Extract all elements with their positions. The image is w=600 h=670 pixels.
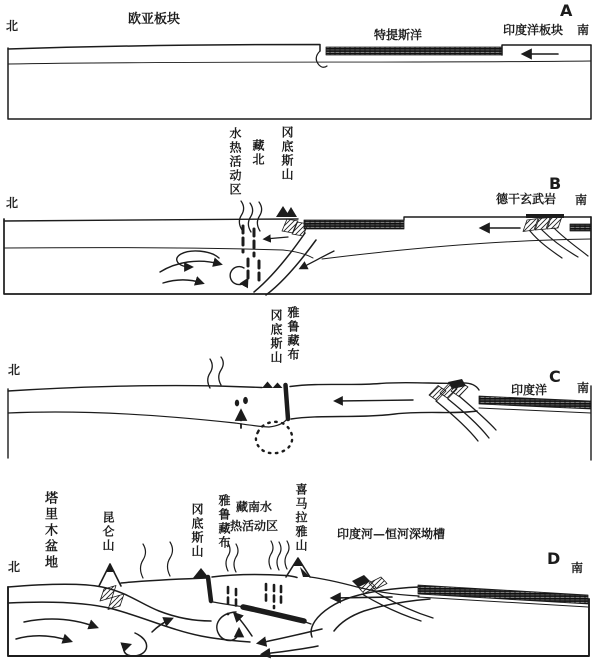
crust-base-north — [8, 412, 287, 427]
panel-d-south-label: 南 — [571, 561, 584, 575]
ocean-base-line — [479, 408, 591, 413]
mantle-convection-arrows — [160, 251, 247, 285]
panel-d-north-label: 北 — [8, 560, 21, 574]
moho-north — [4, 248, 313, 258]
ocean-strip-right — [570, 224, 591, 231]
thrust-sheets — [362, 591, 433, 621]
yarlung-zangbo-label: 雅鲁藏布 — [286, 306, 300, 362]
stage-d-label: D — [547, 549, 561, 568]
tethys-oceanic-crust — [304, 220, 404, 229]
indus-ganges-trough-label: 印度河—恒河深坳槽 — [337, 527, 446, 541]
panel-a-frame — [8, 45, 591, 119]
kunlun-mountains-label: 昆仑山 — [101, 511, 115, 553]
surface-north — [8, 386, 262, 391]
panel-d-drawing — [8, 541, 589, 656]
rising-magma-dashes — [228, 584, 281, 610]
subducting-slab — [254, 233, 316, 295]
deccan-basalt-label: 德干玄武岩 — [496, 192, 557, 206]
eurasian-plate-label: 欧亚板块 — [128, 12, 181, 27]
ophiolite-wedge — [429, 379, 468, 401]
tethys-ocean-label: 特提斯洋 — [374, 28, 423, 42]
plate-motion-arrow — [333, 597, 392, 598]
yarlung-zangbo-label: 雅鲁藏布 — [217, 494, 231, 550]
stage-c-label: C — [549, 367, 561, 386]
volcano-icon — [276, 206, 297, 217]
panel-b-south-label: 南 — [575, 193, 588, 207]
himalaya-mountains-label: 喜马拉雅山 — [294, 483, 308, 553]
oceanic-crust-strip — [479, 396, 591, 409]
stage-b-label: B — [549, 174, 562, 193]
volcano-icon — [262, 382, 283, 389]
gangdise-mountains-label: 冈底斯山 — [190, 503, 204, 559]
indian-ocean-label: 印度洋 — [511, 383, 548, 397]
steam-icon — [208, 357, 224, 388]
panel-b-north-label: 北 — [6, 196, 19, 210]
crust-base-line — [8, 61, 591, 64]
suture-line — [286, 385, 289, 419]
panel-c-north-label: 北 — [8, 363, 21, 377]
tarim-basin-label: 塔里木盆地 — [42, 491, 57, 571]
south-tibet-hydrothermal-label-line1: 藏南水 — [236, 500, 273, 514]
plateau-surface-north — [121, 578, 206, 583]
mantle-convection-arrows — [16, 612, 322, 656]
steam-icon — [141, 542, 173, 578]
deccan-basalt-flows — [523, 214, 588, 258]
eurasian-plate-surface — [8, 45, 320, 52]
plateau-surface-south — [212, 575, 297, 578]
panel-a-south-label: 南 — [577, 23, 590, 37]
panel-c-south-label: 南 — [577, 381, 590, 395]
panel-a-drawing — [8, 45, 591, 120]
gangdise-mountains-label: 冈底斯山 — [269, 309, 283, 365]
indian-ocean-plate-label: 印度洋板块 — [503, 23, 564, 37]
panel-a-north-label: 北 — [6, 19, 19, 33]
gangdise-mountains-label: 冈底斯山 — [280, 126, 294, 182]
plate-motion-arrow — [336, 400, 413, 401]
tethys-oceanic-crust — [326, 47, 502, 55]
oceanic-crust-strip — [418, 585, 588, 604]
steam-icon — [226, 541, 289, 572]
fold-hook — [316, 51, 327, 67]
stage-a-label: A — [560, 1, 573, 20]
panel-c-drawing — [8, 357, 591, 460]
hydrothermal-zone-label: 水热活动区 — [228, 127, 242, 197]
moho-south — [322, 239, 591, 259]
north-tibet-label: 藏北 — [251, 139, 265, 167]
indian-slab-base — [334, 599, 430, 631]
panel-b-drawing — [4, 201, 591, 295]
magma-feed-arrow — [265, 237, 288, 239]
rising-magma-dashes — [243, 226, 259, 284]
south-tibet-hydrothermal-label-line2: 热活动区 — [230, 519, 279, 533]
surface-north — [4, 219, 298, 221]
suture-line — [208, 577, 211, 601]
himalaya-peak — [286, 558, 310, 577]
